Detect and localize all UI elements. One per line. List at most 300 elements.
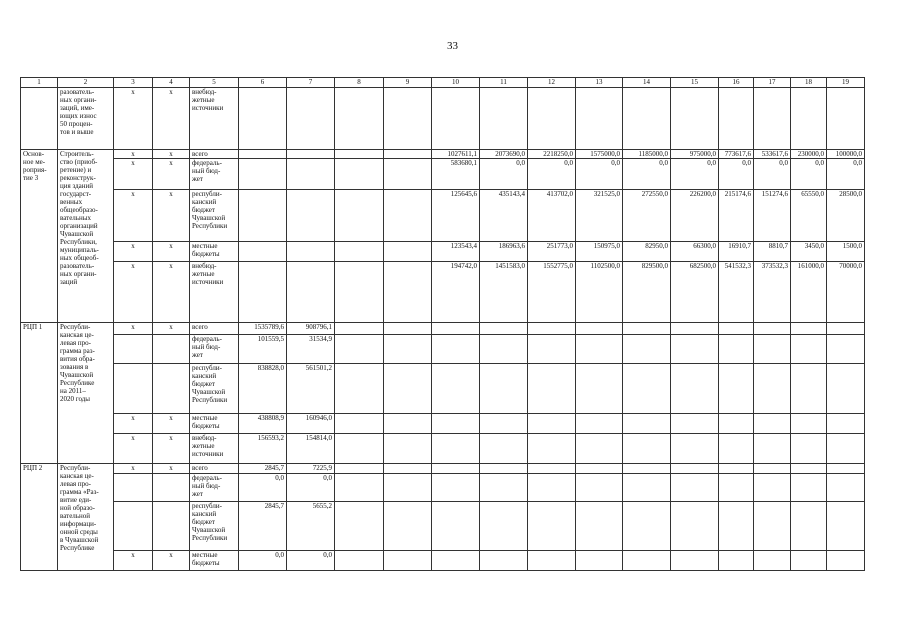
table-row [21, 242, 865, 262]
funding-source-cell [190, 414, 239, 434]
amount-cell [384, 262, 432, 323]
amount-cell [432, 262, 480, 323]
amount-cell [623, 159, 671, 190]
amount-cell [335, 150, 384, 159]
amount-cell [239, 414, 287, 434]
col3-cell-text: x [131, 434, 135, 442]
amount-cell [791, 88, 827, 150]
col3-cell-text: x [131, 242, 135, 250]
amount-cell [335, 502, 384, 551]
amount-cell-text: 154814,0 [305, 434, 332, 442]
amount-cell-text: 0,0 [707, 159, 716, 167]
amount-cell [480, 150, 528, 159]
amount-cell [384, 150, 432, 159]
funding-source-cell-text: федераль- ный бюд- жет [192, 335, 222, 359]
amount-cell [480, 242, 528, 262]
table-row [21, 159, 865, 190]
column-number-cell: 13 [576, 78, 623, 88]
col4-cell [153, 464, 190, 474]
column-number-cell: 12 [528, 78, 576, 88]
col3-cell [114, 434, 153, 464]
measure-code-cell [21, 464, 58, 571]
measure-name-cell [58, 323, 114, 464]
amount-cell [827, 551, 865, 571]
funding-source-cell-text: республи- канский бюджет Чувашской Республики [192, 190, 228, 230]
amount-cell-text: 1535789,6 [254, 323, 284, 331]
amount-cell [287, 159, 335, 190]
amount-cell [576, 190, 623, 242]
amount-cell [754, 150, 791, 159]
amount-cell [827, 364, 865, 414]
amount-cell [671, 474, 719, 502]
measure-name-cell [58, 464, 114, 571]
col3-cell [114, 88, 153, 150]
amount-cell [754, 364, 791, 414]
measure-name-cell-text: Строитель- ство (приоб- ретение) и реконструк- ция зданий государст- венных общеобразо- вательных организаций Чувашской Республики, муниципаль- ных общеоб- разователь- ных органи- заций [60, 150, 99, 286]
column-number-cell: 18 [791, 78, 827, 88]
amount-cell-text: 5655,2 [312, 502, 332, 510]
measure-code-cell [21, 88, 58, 150]
table-row [21, 323, 865, 335]
amount-cell [287, 551, 335, 571]
amount-cell [432, 414, 480, 434]
col4-cell-text: x [169, 190, 173, 198]
amount-cell [432, 551, 480, 571]
amount-cell [384, 364, 432, 414]
amount-cell [719, 364, 754, 414]
col4-cell [153, 242, 190, 262]
amount-cell-text: 561501,2 [305, 364, 332, 372]
amount-cell [623, 474, 671, 502]
table-row [21, 474, 865, 502]
col4-cell [153, 335, 190, 364]
col4-cell-text: x [169, 551, 173, 559]
amount-cell [432, 190, 480, 242]
amount-cell [432, 434, 480, 464]
col4-cell-text: x [169, 323, 173, 331]
col4-cell [153, 262, 190, 323]
amount-cell [239, 242, 287, 262]
amount-cell [480, 551, 528, 571]
amount-cell [754, 88, 791, 150]
amount-cell [576, 242, 623, 262]
table-row [21, 502, 865, 551]
funding-source-cell-text: всего [192, 464, 208, 472]
col3-cell-text: x [131, 159, 135, 167]
amount-cell [576, 150, 623, 159]
amount-cell-text: 1451583,0 [495, 262, 525, 270]
amount-cell [528, 262, 576, 323]
measure-name-cell-text: разователь- ных органи- заций, име- ющих износ 50 процен- тов и выше [60, 88, 97, 136]
amount-cell [576, 502, 623, 551]
funding-source-cell [190, 88, 239, 150]
table-row [21, 150, 865, 159]
amount-cell [480, 434, 528, 464]
column-number-cell: 9 [384, 78, 432, 88]
budget-table [20, 77, 865, 571]
col4-cell-text: x [169, 88, 173, 96]
amount-cell-text: 0,0 [611, 159, 620, 167]
col3-cell [114, 242, 153, 262]
amount-cell-text: 215174,6 [724, 190, 751, 198]
amount-cell [671, 323, 719, 335]
amount-cell [576, 464, 623, 474]
amount-cell-text: 1500,0 [842, 242, 862, 250]
col4-cell-text: x [169, 159, 173, 167]
amount-cell [719, 551, 754, 571]
amount-cell [791, 364, 827, 414]
amount-cell-text: 82950,0 [645, 242, 668, 250]
table-row [21, 335, 865, 364]
amount-cell [335, 159, 384, 190]
col3-cell-text: x [131, 551, 135, 559]
amount-cell-text: 1027611,1 [447, 150, 477, 158]
amount-cell-text: 123543,4 [450, 242, 477, 250]
col4-cell [153, 551, 190, 571]
amount-cell [287, 190, 335, 242]
amount-cell [623, 551, 671, 571]
amount-cell [623, 364, 671, 414]
amount-cell [432, 474, 480, 502]
col3-cell [114, 474, 153, 502]
column-number-cell: 17 [754, 78, 791, 88]
col4-cell-text: x [169, 150, 173, 158]
amount-cell [287, 242, 335, 262]
amount-cell [528, 323, 576, 335]
amount-cell-text: 230000,0 [797, 150, 824, 158]
amount-cell-text: 125645,6 [450, 190, 477, 198]
amount-cell [754, 190, 791, 242]
amount-cell-text: 70000,0 [839, 262, 862, 270]
amount-cell [528, 159, 576, 190]
col3-cell-text: x [131, 262, 135, 270]
amount-cell [432, 502, 480, 551]
amount-cell [623, 262, 671, 323]
amount-cell [623, 88, 671, 150]
amount-cell [576, 323, 623, 335]
funding-source-cell-text: федераль- ный бюд- жет [192, 474, 222, 498]
amount-cell [239, 88, 287, 150]
column-number-cell: 4 [153, 78, 190, 88]
table-row [21, 190, 865, 242]
amount-cell [791, 414, 827, 434]
funding-source-cell-text: всего [192, 150, 208, 158]
amount-cell [827, 434, 865, 464]
amount-cell-text: 101559,5 [257, 335, 284, 343]
funding-source-cell [190, 434, 239, 464]
amount-cell [239, 323, 287, 335]
amount-cell [239, 551, 287, 571]
funding-source-cell [190, 159, 239, 190]
amount-cell-text: 226200,0 [689, 190, 716, 198]
amount-cell [623, 414, 671, 434]
amount-cell [754, 434, 791, 464]
column-number-cell: 14 [623, 78, 671, 88]
table-row [21, 88, 865, 150]
amount-cell-text: 150975,0 [593, 242, 620, 250]
amount-cell-text: 66300,0 [693, 242, 716, 250]
amount-cell [754, 502, 791, 551]
amount-cell [432, 364, 480, 414]
amount-cell-text: 16910,7 [728, 242, 751, 250]
table-row [21, 414, 865, 434]
amount-cell [827, 150, 865, 159]
amount-cell [528, 190, 576, 242]
funding-source-cell-text: федераль- ный бюд- жет [192, 159, 222, 183]
amount-cell [287, 474, 335, 502]
amount-cell [239, 502, 287, 551]
funding-source-cell [190, 150, 239, 159]
col3-cell-text: x [131, 323, 135, 331]
amount-cell [287, 335, 335, 364]
amount-cell [384, 159, 432, 190]
table-row [21, 551, 865, 571]
amount-cell [384, 502, 432, 551]
col3-cell [114, 323, 153, 335]
col4-cell [153, 474, 190, 502]
column-number-cell: 7 [287, 78, 335, 88]
amount-cell [827, 88, 865, 150]
amount-cell [384, 474, 432, 502]
amount-cell-text: 908796,1 [305, 323, 332, 331]
amount-cell [528, 551, 576, 571]
amount-cell-text: 3450,0 [804, 242, 824, 250]
amount-cell [239, 464, 287, 474]
amount-cell-text: 2073690,0 [495, 150, 525, 158]
col4-cell [153, 323, 190, 335]
amount-cell-text: 28500,0 [839, 190, 862, 198]
amount-cell [335, 551, 384, 571]
amount-cell [528, 414, 576, 434]
column-number-cell: 5 [190, 78, 239, 88]
amount-cell-text: 251773,0 [546, 242, 573, 250]
funding-source-cell-text: местные бюджеты [192, 414, 220, 430]
col3-cell-text: x [131, 88, 135, 96]
measure-code-cell-text: РЦП 2 [23, 464, 43, 472]
amount-cell [239, 190, 287, 242]
amount-cell [480, 88, 528, 150]
table-row [21, 434, 865, 464]
measure-code-cell-text: РЦП 1 [23, 323, 43, 331]
amount-cell [335, 190, 384, 242]
amount-cell [480, 190, 528, 242]
col4-cell [153, 364, 190, 414]
amount-cell [791, 551, 827, 571]
amount-cell [432, 335, 480, 364]
amount-cell-text: 533617,6 [761, 150, 788, 158]
amount-cell [671, 150, 719, 159]
amount-cell [528, 464, 576, 474]
amount-cell [384, 414, 432, 434]
amount-cell [384, 335, 432, 364]
amount-cell [335, 242, 384, 262]
col4-cell [153, 414, 190, 434]
amount-cell [623, 335, 671, 364]
funding-source-cell [190, 242, 239, 262]
amount-cell [480, 262, 528, 323]
col4-cell-text: x [169, 464, 173, 472]
amount-cell [480, 364, 528, 414]
col3-cell [114, 464, 153, 474]
amount-cell [384, 242, 432, 262]
amount-cell-text: 0,0 [853, 159, 862, 167]
funding-source-cell [190, 464, 239, 474]
amount-cell-text: 438808,9 [257, 414, 284, 422]
column-number-cell: 19 [827, 78, 865, 88]
amount-cell [671, 551, 719, 571]
amount-cell [335, 335, 384, 364]
amount-cell-text: 151274,6 [761, 190, 788, 198]
amount-cell-text: 0,0 [516, 159, 525, 167]
measure-code-cell-text: Основ- ное ме- роприя- тие 3 [23, 150, 47, 182]
amount-cell [576, 364, 623, 414]
amount-cell [827, 262, 865, 323]
funding-source-cell [190, 551, 239, 571]
amount-cell [623, 434, 671, 464]
funding-source-cell [190, 262, 239, 323]
amount-cell [719, 434, 754, 464]
amount-cell [432, 464, 480, 474]
amount-cell [827, 502, 865, 551]
amount-cell [791, 502, 827, 551]
column-number-cell: 6 [239, 78, 287, 88]
table-row [21, 464, 865, 474]
amount-cell [432, 88, 480, 150]
amount-cell [576, 414, 623, 434]
amount-cell [827, 159, 865, 190]
col3-cell [114, 364, 153, 414]
amount-cell-text: 1552775,0 [543, 262, 573, 270]
amount-cell-text: 194742,0 [450, 262, 477, 270]
col3-cell [114, 414, 153, 434]
amount-cell [335, 434, 384, 464]
amount-cell [791, 434, 827, 464]
amount-cell [287, 364, 335, 414]
amount-cell [791, 335, 827, 364]
amount-cell [480, 474, 528, 502]
amount-cell [480, 335, 528, 364]
funding-source-cell [190, 323, 239, 335]
amount-cell [576, 551, 623, 571]
table-body [21, 78, 865, 571]
amount-cell [287, 434, 335, 464]
amount-cell [384, 323, 432, 335]
table-row [21, 364, 865, 414]
amount-cell [671, 464, 719, 474]
amount-cell-text: 2218250,0 [543, 150, 573, 158]
amount-cell-text: 773617,6 [724, 150, 751, 158]
amount-cell-text: 0,0 [659, 159, 668, 167]
amount-cell [335, 414, 384, 434]
amount-cell [239, 364, 287, 414]
amount-cell [754, 551, 791, 571]
amount-cell [671, 262, 719, 323]
amount-cell [719, 159, 754, 190]
amount-cell-text: 1185000,0 [638, 150, 668, 158]
funding-source-cell [190, 364, 239, 414]
funding-source-cell [190, 474, 239, 502]
amount-cell [480, 464, 528, 474]
amount-cell [384, 88, 432, 150]
amount-cell-text: 156593,2 [257, 434, 284, 442]
amount-cell-text: 829500,0 [641, 262, 668, 270]
amount-cell [576, 88, 623, 150]
funding-source-cell [190, 335, 239, 364]
amount-cell [384, 464, 432, 474]
amount-cell [623, 242, 671, 262]
amount-cell-text: 321525,0 [593, 190, 620, 198]
amount-cell [791, 262, 827, 323]
amount-cell [239, 474, 287, 502]
amount-cell [287, 414, 335, 434]
funding-source-cell-text: местные бюджеты [192, 551, 220, 567]
amount-cell-text: 413702,0 [546, 190, 573, 198]
amount-cell [827, 242, 865, 262]
amount-cell [335, 364, 384, 414]
amount-cell-text: 2845,7 [264, 502, 284, 510]
amount-cell [576, 434, 623, 464]
amount-cell [827, 323, 865, 335]
amount-cell [239, 150, 287, 159]
column-number-cell: 15 [671, 78, 719, 88]
amount-cell [719, 150, 754, 159]
amount-cell [791, 464, 827, 474]
amount-cell [754, 474, 791, 502]
col4-cell [153, 190, 190, 242]
amount-cell [623, 464, 671, 474]
amount-cell-text: 0,0 [815, 159, 824, 167]
measure-code-cell [21, 150, 58, 323]
amount-cell [287, 262, 335, 323]
amount-cell [671, 88, 719, 150]
measure-name-cell-text: Республи- канская це- левая про- грамма раз- вития обра- зования в Чувашской Республике на 2011– 2020 годы [60, 323, 95, 403]
amount-cell-text: 1575000,0 [590, 150, 620, 158]
amount-cell-text: 100000,0 [835, 150, 862, 158]
amount-cell [791, 323, 827, 335]
amount-cell [480, 323, 528, 335]
amount-cell [719, 242, 754, 262]
amount-cell [528, 364, 576, 414]
column-number-cell: 8 [335, 78, 384, 88]
funding-source-cell [190, 190, 239, 242]
table-row [21, 262, 865, 323]
amount-cell [754, 242, 791, 262]
col3-cell [114, 159, 153, 190]
funding-source-cell-text: республи- канский бюджет Чувашской Республики [192, 364, 228, 404]
col3-cell [114, 502, 153, 551]
amount-cell-text: 186963,6 [498, 242, 525, 250]
amount-cell [384, 190, 432, 242]
amount-cell [576, 335, 623, 364]
amount-cell-text: 0,0 [275, 474, 284, 482]
amount-cell-text: 0,0 [275, 551, 284, 559]
amount-cell-text: 682500,0 [689, 262, 716, 270]
amount-cell-text: 0,0 [323, 551, 332, 559]
amount-cell [480, 414, 528, 434]
amount-cell-text: 435143,4 [498, 190, 525, 198]
measure-name-cell-text: Республи- канская це- левая про- грамма «Раз- витие еди- ной образо- вательной информаци- онной среды в Чувашской Республике [60, 464, 99, 552]
amount-cell [623, 323, 671, 335]
amount-cell-text: 272550,0 [641, 190, 668, 198]
amount-cell [335, 474, 384, 502]
amount-cell-text: 541532,3 [724, 262, 751, 270]
amount-cell [827, 474, 865, 502]
amount-cell [791, 150, 827, 159]
amount-cell [754, 262, 791, 323]
amount-cell [671, 242, 719, 262]
amount-cell [719, 414, 754, 434]
amount-cell [528, 242, 576, 262]
